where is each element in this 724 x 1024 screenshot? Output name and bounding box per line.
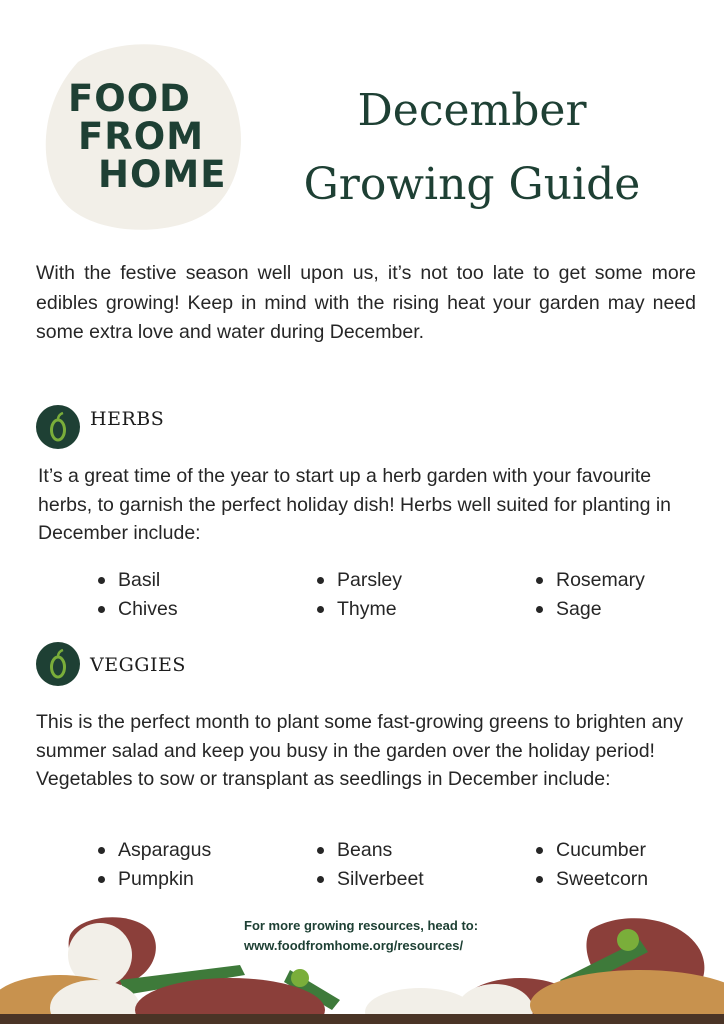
list-item: Asparagus (96, 836, 315, 865)
herbs-paragraph: It’s a great time of the year to start up a herb garden with your favourite herbs, to garnish the perfect holiday dish! Herbs well suited for planting in December include: (38, 465, 672, 544)
list-item: Cucumber (534, 836, 676, 865)
title-line-1: December (357, 85, 587, 136)
herbs-list (96, 566, 676, 623)
sprout-badge-icon (36, 405, 80, 449)
list-item: Parsley (315, 566, 534, 595)
list-item: Pumpkin (96, 865, 315, 894)
herbs-heading: HERBS (90, 408, 165, 430)
veggies-heading: VEGGIES (90, 654, 186, 676)
list-item: Thyme (315, 595, 534, 624)
list-item: Rosemary (534, 566, 676, 595)
logo-line-1: FOOD (68, 77, 191, 120)
logo (68, 77, 227, 196)
list-item: Beans (315, 836, 534, 865)
logo-line-2: FROM (78, 115, 205, 158)
veggies-paragraph: This is the perfect month to plant some fast-growing greens to brighten any summer salad and keep you busy in the garden over the holiday period! Vegetables to sow or transplant as seedlings in December include: (36, 711, 684, 790)
list-item: Chives (96, 595, 315, 624)
veggies-list (96, 836, 676, 893)
logo-line-3: HOME (98, 153, 227, 196)
list-item: Basil (96, 566, 315, 595)
list-item: Sage (534, 595, 676, 624)
sprout-badge-icon (36, 642, 80, 686)
page-title (262, 74, 682, 222)
resources-link[interactable]: www.foodfromhome.org/resources/ (244, 938, 464, 953)
intro-paragraph: With the festive season well upon us, it’s not too late to get some more edibles growing! Keep in mind with the rising heat your garden may need some extra love and water during December. (36, 262, 696, 343)
list-item: Sweetcorn (534, 865, 676, 894)
title-line-2: Growing Guide (303, 159, 641, 210)
resources-note (244, 916, 544, 956)
resources-note-text: For more growing resources, head to: (244, 918, 479, 933)
list-item: Silverbeet (315, 865, 534, 894)
